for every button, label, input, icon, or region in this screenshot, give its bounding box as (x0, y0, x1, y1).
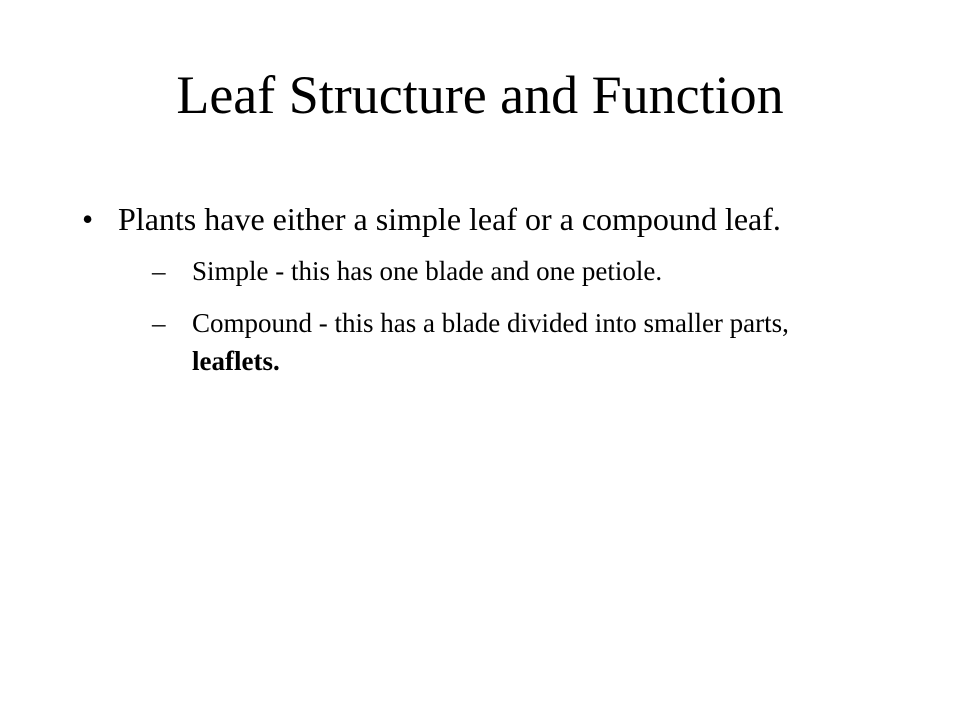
dash-marker: – (152, 308, 166, 338)
sub-bullet-simple (152, 252, 882, 290)
sub-bullet-compound (152, 304, 882, 380)
sub-bullet-text: Compound - this has a blade divided into smaller parts, (192, 308, 789, 338)
bullet-item (82, 196, 882, 242)
sub-bullet-list (82, 252, 882, 380)
slide-title: Leaf Structure and Function (176, 65, 784, 125)
dash-marker: – (152, 256, 166, 286)
bullet-text: Plants have either a simple leaf or a compound leaf. (118, 201, 781, 237)
bold-term-leaflets: leaflets. (192, 346, 280, 376)
bullet-marker: • (82, 201, 94, 237)
bullet-list (82, 196, 882, 394)
sub-bullet-text: Simple - this has one blade and one petiole. (192, 256, 663, 286)
